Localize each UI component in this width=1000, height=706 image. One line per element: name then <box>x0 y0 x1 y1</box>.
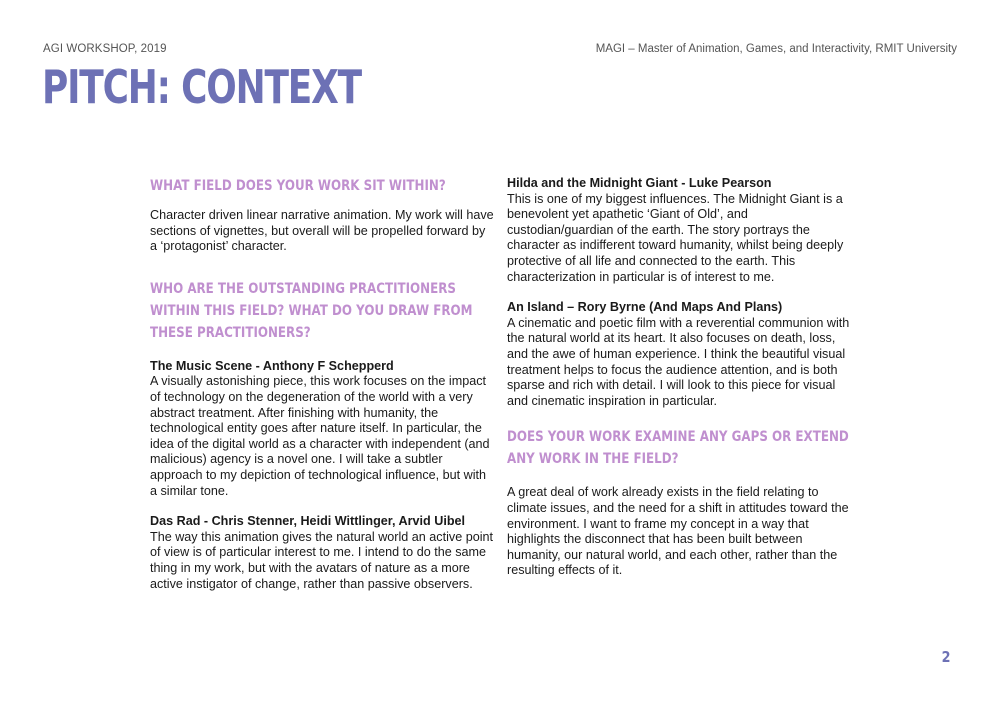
work-title-hilda: Hilda and the Midnight Giant - Luke Pearson <box>507 176 772 190</box>
gaps-paragraph: A great deal of work already exists in the field relating to climate issues, and the need for a shift in attitudes toward the environment. I want to frame my concept in a way that highlights the disconnect that has been built between humanity, our natural world, and each other, rather than the resulting effects of it. <box>507 485 849 578</box>
right-column <box>507 175 852 579</box>
header-workshop-label: AGI WORKSHOP, 2019 <box>43 43 167 55</box>
section-heading-gaps: DOES YOUR WORK EXAMINE ANY GAPS OR EXTEND ANY WORK IN THE FIELD? <box>507 429 849 468</box>
work-body-hilda: This is one of my biggest influences. The Midnight Giant is a benevolent yet apathetic ‘Giant of Old’, and custodian/guardian of the earth. The story portrays the character as indifferent toward humanity, whilst being deeply protective of all life and connected to the earth. This characterization in particular is of interest to me. <box>507 191 844 284</box>
section-heading-field: WHAT FIELD DOES YOUR WORK SIT WITHIN? <box>150 178 446 194</box>
work-title-das-rad: Das Rad - Chris Stenner, Heidi Wittlinger, Arvid Uibel <box>150 514 466 529</box>
page-title: PITCH: CONTEXT <box>42 60 361 114</box>
work-body-das-rad: The way this animation gives the natural world an active point of view is of particular interest to me. I intend to do the same thing in my work, but with the avatars of nature as a more active instigator of change, rather than passive observers. <box>150 529 494 591</box>
work-body-an-island: A cinematic and poetic film with a reverential communion with the natural world at its heart. It also focuses on death, loss, and the awe of human experience. I think the beautiful visual treatment helps to focus the audience attention, and is both sparse and rich with detail. I will look to this piece for visual and cinematic inspiration in particular. <box>507 315 850 408</box>
work-body-music-scene: A visually astonishing piece, this work focuses on the impact of technology on the degeneration of the world with a very abstract treatment. After finishing with humanity, the technological entity goes after nature itself. In particular, the idea of the digital world as a character with independent (and malicious) agency is a novel one. I will take a subtler approach to my depiction of technological influence, but with a similar tone. <box>150 374 490 498</box>
work-title-an-island: An Island – Rory Byrne (And Maps And Plans) <box>507 300 783 315</box>
section-heading-practitioners: WHO ARE THE OUTSTANDING PRACTITIONERS WITHIN THIS FIELD? WHAT DO YOU DRAW FROM THESE PRACTITIONERS? <box>150 280 473 341</box>
field-paragraph: Character driven linear narrative animation. My work will have sections of vignettes, but overall will be propelled forward by a ‘protagonist’ character. <box>150 208 494 254</box>
work-title-music-scene: The Music Scene - Anthony F Schepperd <box>150 358 394 373</box>
header-program-label: MAGI – Master of Animation, Games, and Interactivity, RMIT University <box>595 43 957 55</box>
left-column <box>150 175 495 592</box>
page-number: 2 <box>941 648 950 666</box>
